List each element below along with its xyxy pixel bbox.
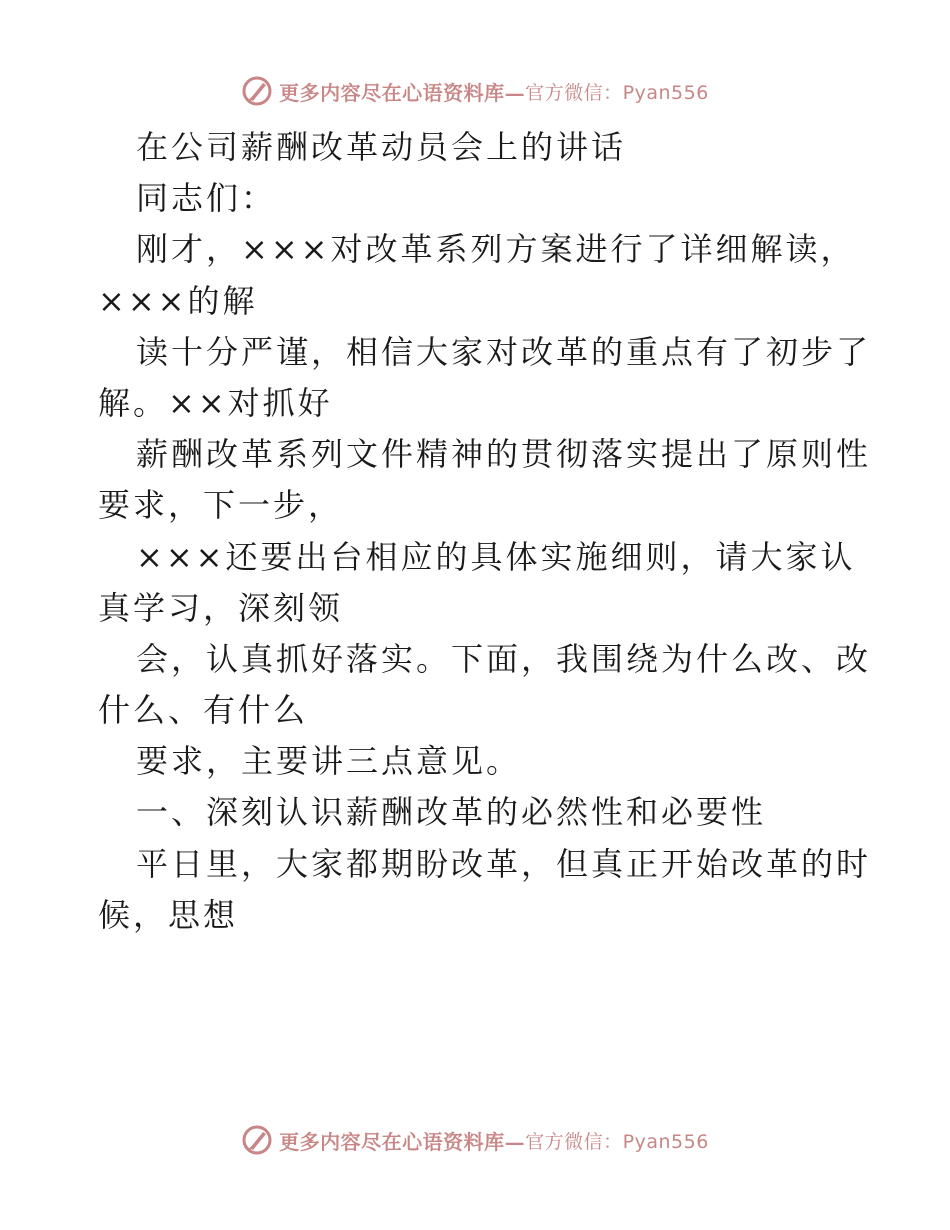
text-line: 刚才，×××对改革系列方案进行了详细解读， xyxy=(136,230,856,269)
text-line: ×××的解 xyxy=(98,281,258,320)
text-line: 会，认真抓好落实。下面，我围绕为什么改、改 xyxy=(136,639,872,678)
document-title: 在公司薪酬改革动员会上的讲话 xyxy=(136,128,627,166)
text-line: 真学习，深刻领 xyxy=(98,588,344,627)
banner-sub-text: 官方微信：Pyan556 xyxy=(525,81,709,104)
text-line: 薪酬改革系列文件精神的贯彻落实提出了原则性 xyxy=(136,435,872,474)
text-line: 要求，主要讲三点意见。 xyxy=(136,742,522,781)
banner-main-text: 更多内容尽在心语资料库— xyxy=(279,80,526,105)
banner-sub-text: 官方微信：Pyan556 xyxy=(525,1130,709,1153)
text-line: 解。××对抓好 xyxy=(98,383,333,422)
header-watermark xyxy=(0,71,950,111)
document-body xyxy=(98,122,872,941)
footer-watermark xyxy=(0,1120,950,1160)
quill-logo-icon xyxy=(241,75,273,107)
text-line: 候，思想 xyxy=(98,895,239,934)
text-line: ×××还要出台相应的具体实施细则，请大家认 xyxy=(136,537,856,576)
banner-main-text: 更多内容尽在心语资料库— xyxy=(279,1129,526,1154)
text-line: 什么、有什么 xyxy=(98,691,309,730)
text-line: 要求，下一步， xyxy=(98,486,344,525)
text-line: 平日里，大家都期盼改革，但真正开始改革的时 xyxy=(136,844,872,883)
salutation: 同志们： xyxy=(136,179,277,218)
quill-logo-icon xyxy=(241,1124,273,1156)
text-line: 读十分严谨，相信大家对改革的重点有了初步了 xyxy=(136,332,872,371)
section-heading: 一、深刻认识薪酬改革的必然性和必要性 xyxy=(136,793,767,832)
